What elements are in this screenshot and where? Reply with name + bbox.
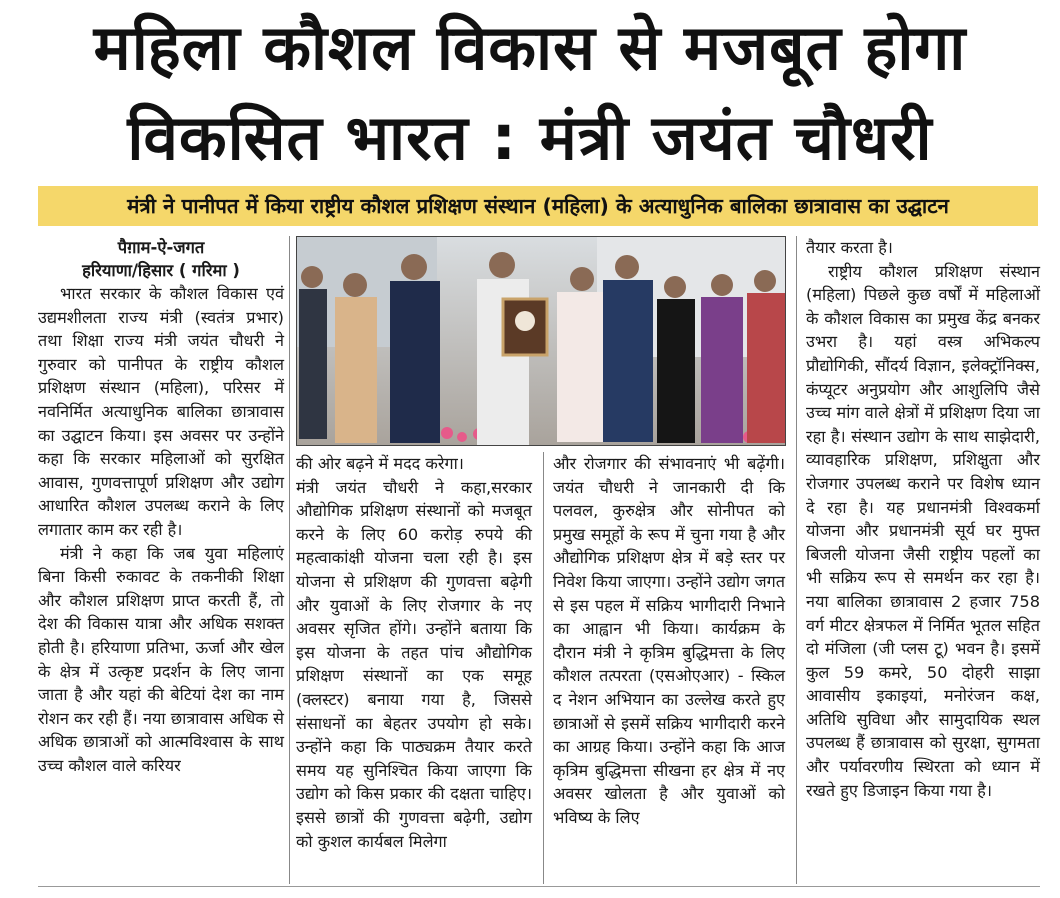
article-column-3 bbox=[553, 452, 785, 830]
article-paragraph: भारत सरकार के कौशल विकास एवं उद्यमशीलता राज्य मंत्री (स्वतंत्र प्रभार) तथा शिक्षा राज्य मंत्री जयंत चौधरी ने गुरुवार को पानीपत के राष्ट्रीय कौशल प्रशिक्षण संस्थान (महिला), परिसर में नवनिर्मित अत्याधुनिक बालिका छात्रावास का उद्घाटन किया। इस अवसर पर उन्होंने कहा कि सरकार महिलाओं को सुरक्षित आवास, गुणवत्तापूर्ण प्रशिक्षण और उद्योग आधारित कौशल उपलब्ध कराने के लिए लगातार काम कर रही है। bbox=[38, 284, 284, 539]
article-paragraph: राष्ट्रीय कौशल प्रशिक्षण संस्थान (महिला) पिछले कुछ वर्षों में महिलाओं के कौशल विकास का प्रमुख केंद्र बनकर उभरा है। यहां वस्त्र अभिकल्प प्रौद्योगिकी, सौंदर्य विज्ञान, इलेक्ट्रॉनिक्स, कंप्यूटर अनुप्रयोग और आशुलिपि जैसे उच्च मांग वाले क्षेत्रों में प्रशिक्षण दिया जा रहा है। संस्थान उद्योग के साथ साझेदारी, व्यावहारिक प्रशिक्षण, प्रशिक्षुता और रोजगार उपलब्ध कराने पर विशेष ध्यान दे रहा है। यह प्रधानमंत्री विश्वकर्मा योजना और प्रधानमंत्री सूर्य घर मुफ्त बिजली योजना जैसी राष्ट्रीय पहलों का भी सक्रिय रूप से समर्थन कर रहा है। नया बालिका छात्रावास 2 हजार 758 वर्ग मीटर क्षेत्रफल में निर्मित भूतल सहित दो मंजिला (जी प्लस टू) भवन है। इसमें कुल 59 कमरे, 50 दोहरी साझा आवासीय इकाइयां, मनोरंजन कक्ष, अतिथि सुविधा और सामुदायिक स्थल उपलब्ध हैं छात्रावास को सुरक्षा, सुगमता और पर्यावरणीय स्थिरता को ध्यान में रखते हुए डिजाइन किया गया है। bbox=[806, 261, 1040, 800]
headline-line-2: विकसित भारत : मंत्री जयंत चौधरी bbox=[127, 101, 933, 174]
article-paragraph: और रोजगार की संभावनाएं भी बढ़ेंगी। जयंत चौधरी ने जानकारी दी कि पलवल, कुरुक्षेत्र और सोनीपत को प्रमुख समूहों के रूप में चुना गया है और औद्योगिक प्रशिक्षण क्षेत्र में बड़े स्तर पर निवेश किया जाएगा। उन्होंने उद्योग जगत से इस पहल में सक्रिय भागीदारी निभाने का आह्वान भी किया। कार्यक्रम के दौरान मंत्री ने कृत्रिम बुद्धिमत्ता के लिए कौशल तत्परता (एसओएआर) - स्किल द नेशन अभियान का उल्लेख करते हुए छात्राओं से इसमें सक्रिय भागीदारी करने का आग्रह किया। उन्होंने कहा कि आज कृत्रिम बुद्धिमत्ता सीखना हर क्षेत्र में नए अवसर खोलता है और युवाओं को भविष्य के लिए bbox=[553, 454, 785, 827]
article-paragraph: मंत्री ने कहा कि जब युवा महिलाएं बिना किसी रुकावट के तकनीकी शिक्षा और कौशल प्रशिक्षण प्राप्त करती हैं, तो देश की विकास यात्रा और अधिक सशक्त होती है। हरियाणा प्रतिभा, ऊर्जा और खेल के क्षेत्र में उत्कृष्ट प्रदर्शन के लिए जाना जाता है और यहां की बेटियां देश का नाम रोशन कर रही हैं। नया छात्रावास अधिक से अधिक छात्राओं को आत्मविश्वास के साथ उच्च कौशल वाले करियर bbox=[38, 543, 284, 775]
article-column-1 bbox=[38, 236, 284, 777]
article-paragraph: तैयार करता है। bbox=[806, 238, 893, 257]
article-column-4 bbox=[806, 236, 1040, 802]
byline-place: हरियाणा/हिसार ( गरिमा ) bbox=[82, 261, 240, 280]
byline-source: पैग़ाम-ऐ-जगत bbox=[117, 238, 205, 257]
article-column-2 bbox=[296, 452, 532, 853]
deck-subheadline: मंत्री ने पानीपत में किया राष्ट्रीय कौशल प्रशिक्षण संस्थान (महिला) के अत्याधुनिक बालिका छात्रावास का उद्घाटन bbox=[38, 186, 1038, 226]
article-paragraph: मंत्री जयंत चौधरी ने कहा,सरकार औद्योगिक प्रशिक्षण संस्थानों को मजबूत करने के लिए 60 करोड़ रुपये की महत्वाकांक्षी योजना चला रही है। इस योजना से प्रशिक्षण की गुणवत्ता बढ़ेगी और युवाओं के लिए रोजगार के नए अवसर सृजित होंगे। उन्होंने बताया कि इस योजना के तहत पांच औद्योगिक प्रशिक्षण संस्थानों का एक समूह (क्लस्टर) बनाया गया है, जिससे संसाधनों का बेहतर उपयोग हो सके। उन्होंने कहा कि पाठ्यक्रम तैयार करते समय यह सुनिश्चित किया जाएगा कि उद्योग को किस प्रकार की दक्षता चाहिए। इससे छात्रों की गुणवत्ता बढ़ेगी, उद्योग को कुशल कार्यबल मिलेगा bbox=[296, 477, 532, 851]
event-photo bbox=[296, 236, 786, 446]
headline-line-1: महिला कौशल विकास से मजबूत होगा bbox=[93, 11, 967, 84]
column-divider bbox=[289, 236, 290, 884]
column-divider bbox=[543, 452, 544, 884]
article-paragraph: की ओर बढ़ने में मदद करेगा। bbox=[296, 454, 464, 473]
bottom-rule bbox=[38, 886, 1040, 887]
column-divider bbox=[796, 236, 797, 884]
event-photo-illustration bbox=[297, 237, 785, 445]
